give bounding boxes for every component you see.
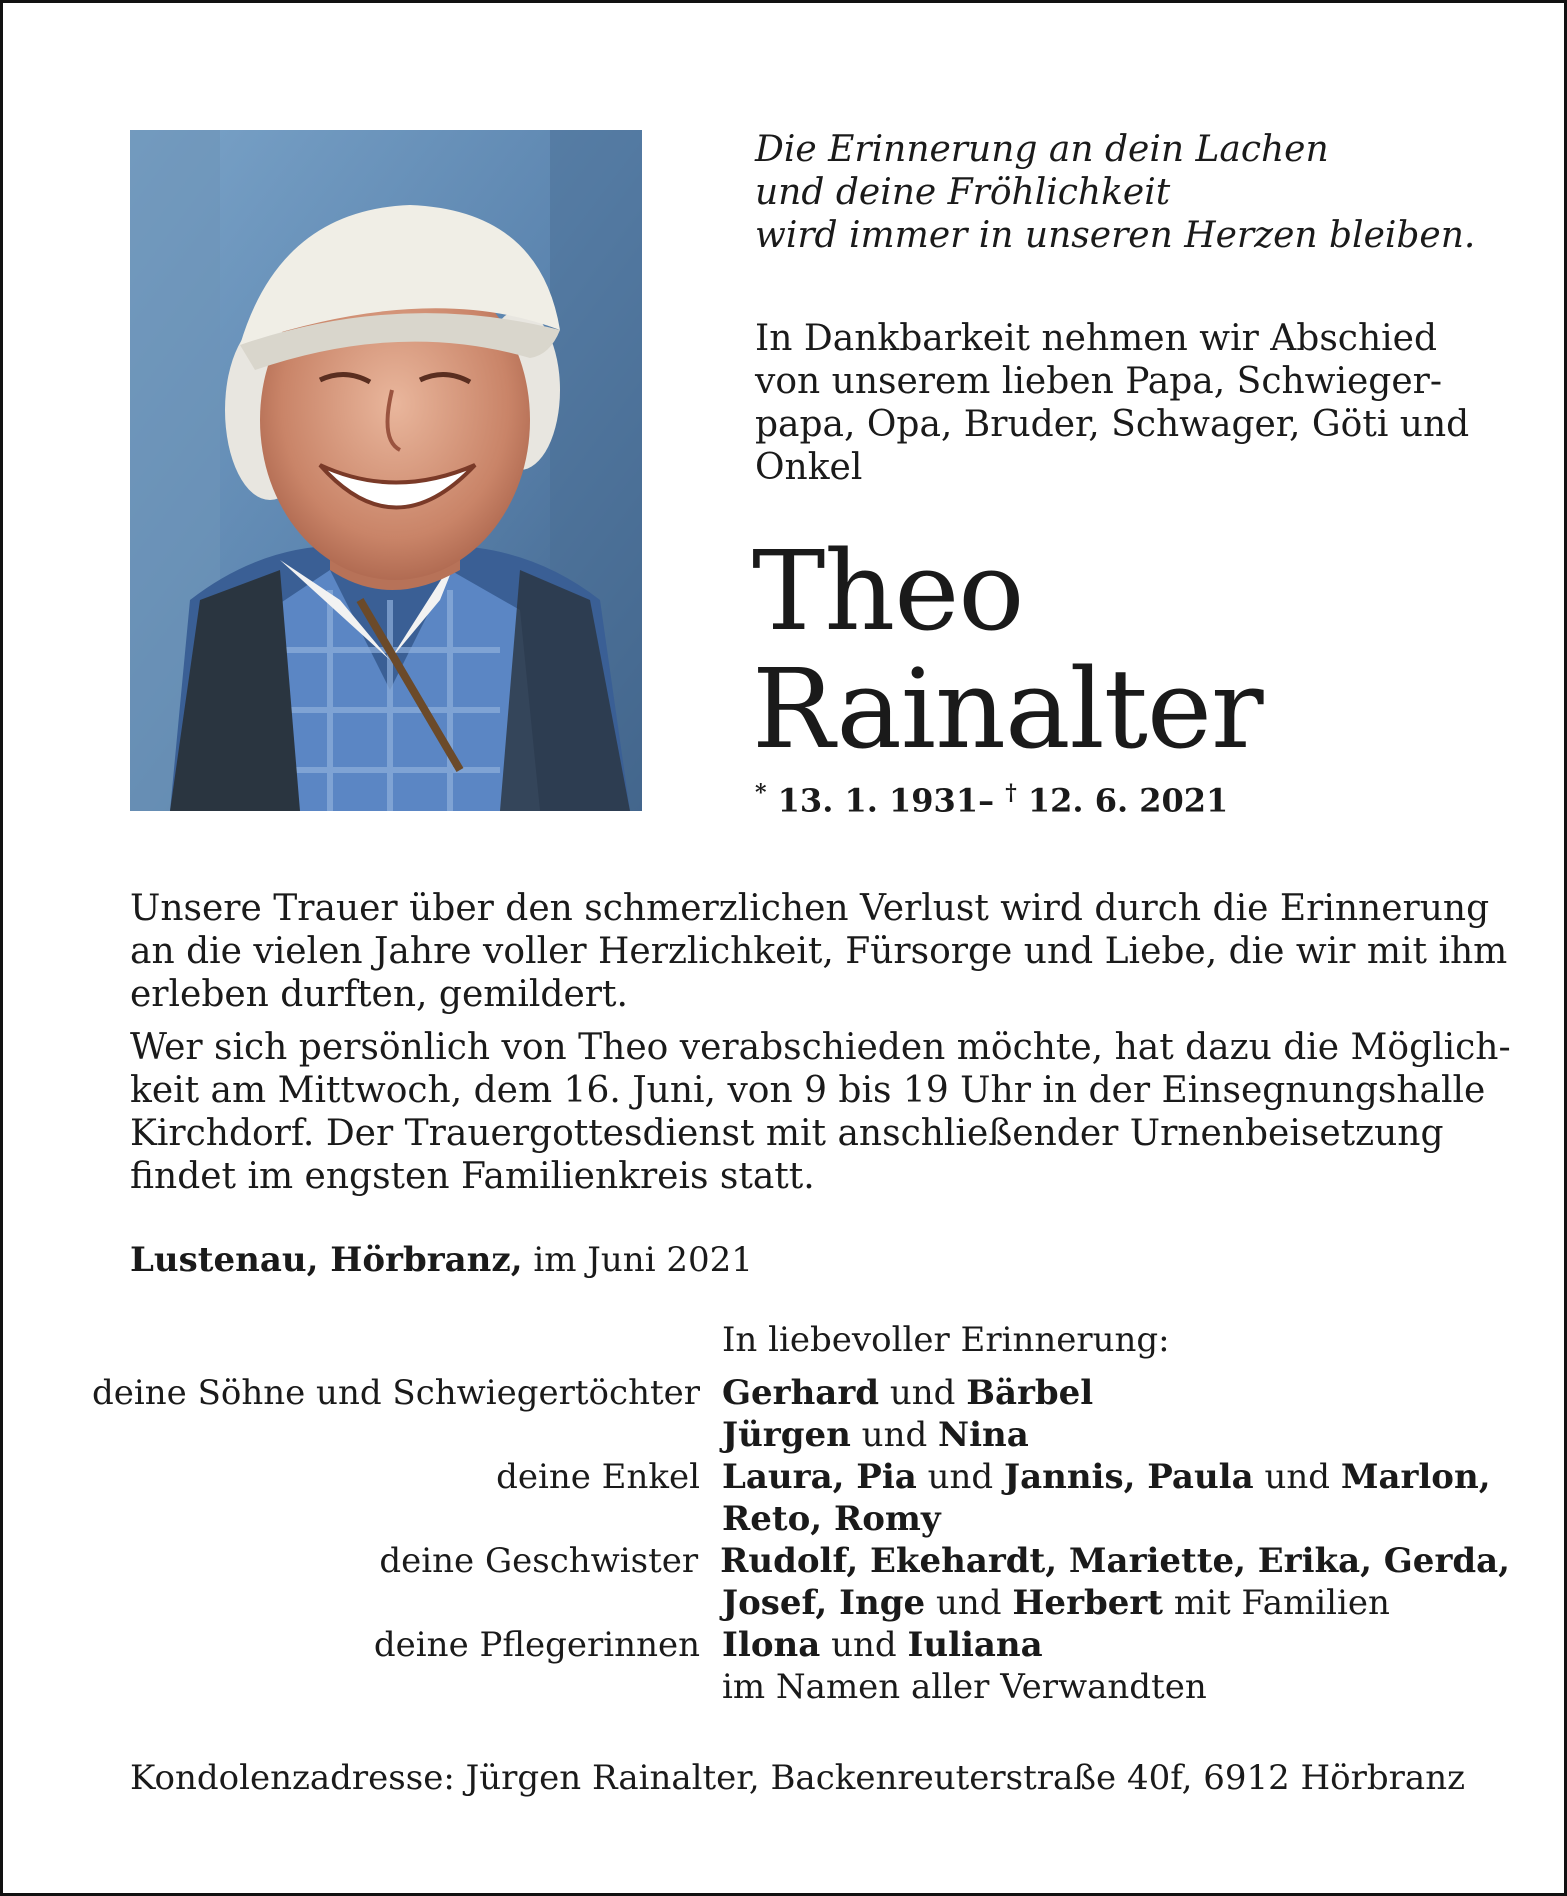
paragraph-line: keit am Mittwoch, dem 16. Juni, von 9 bis 19 Uhr in der Einsegnungshalle xyxy=(130,1070,1486,1111)
family-row xyxy=(60,1498,1510,1540)
deceased-name xyxy=(752,527,1263,773)
family-names xyxy=(722,1372,1093,1414)
family-names xyxy=(722,1582,1390,1624)
relation-label: deine Pflegerinnen xyxy=(373,1625,700,1665)
family-row xyxy=(60,1582,1510,1624)
family-names xyxy=(722,1498,941,1540)
conjunction: und xyxy=(927,1457,994,1497)
family-names xyxy=(722,1414,1029,1456)
family-name: Bärbel xyxy=(966,1373,1094,1413)
relation-label xyxy=(60,1414,722,1456)
paragraph-line: Kirchdorf. Der Trauergottesdienst mit anschließender Urnenbeisetzung xyxy=(130,1113,1444,1154)
relatives-note: im Namen aller Verwandten xyxy=(722,1667,1207,1707)
family-name: Jannis, Paula xyxy=(1003,1457,1254,1497)
paragraph-line: erleben durften, gemildert. xyxy=(130,974,628,1015)
condolence-address: Kondolenzadresse: Jürgen Rainalter, Backenreuterstraße 40f, 6912 Hörbranz xyxy=(130,1758,1465,1798)
paragraph-line: Unsere Trauer über den schmerzlichen Verlust wird durch die Erinnerung xyxy=(130,888,1490,929)
relation-label xyxy=(60,1498,722,1540)
family-name: Nina xyxy=(938,1415,1029,1455)
family-row xyxy=(60,1414,1510,1456)
death-date: 12. 6. 2021 xyxy=(1027,781,1229,820)
family-name: Ilona xyxy=(722,1625,821,1665)
quote-line: wird immer in unseren Herzen bleiben. xyxy=(755,215,1476,256)
paragraph-line: Wer sich persönlich von Theo verabschieden möchte, hat dazu die Möglich- xyxy=(130,1027,1511,1068)
birth-star-icon: * xyxy=(755,780,767,806)
signoff: In liebevoller Erinnerung: xyxy=(722,1320,1170,1360)
towns: Lustenau, Hörbranz, xyxy=(130,1240,523,1280)
first-name: Theo xyxy=(752,527,1024,655)
portrait-photo xyxy=(130,130,642,811)
birth-date: 13. 1. 1931 xyxy=(777,781,979,820)
relation-label: deine Enkel xyxy=(496,1457,700,1497)
conjunction: und xyxy=(935,1583,1002,1623)
family-row xyxy=(60,1666,1510,1708)
portrait-image xyxy=(130,130,642,811)
family-name: Josef, Inge xyxy=(722,1583,926,1623)
family-row xyxy=(60,1624,1510,1666)
memorial-quote xyxy=(755,128,1475,257)
family-names xyxy=(720,1540,1510,1582)
relation-label xyxy=(60,1582,722,1624)
date-text: im Juni 2021 xyxy=(533,1240,753,1280)
family-names xyxy=(722,1624,1043,1666)
last-name: Rainalter xyxy=(752,645,1263,773)
place-and-date xyxy=(130,1240,753,1280)
family-name: Marlon, xyxy=(1340,1457,1491,1497)
family-name: Laura, Pia xyxy=(722,1457,917,1497)
family-row xyxy=(60,1540,1510,1582)
relation-label: deine Geschwister xyxy=(379,1541,699,1581)
family-row xyxy=(60,1456,1510,1498)
family-name: Rudolf, Ekehardt, Mariette, Erika, Gerda, xyxy=(720,1541,1510,1581)
paragraph-line: findet im engsten Familienkreis statt. xyxy=(130,1156,815,1197)
relation-label: deine Söhne und Schwiegertöchter xyxy=(91,1373,700,1413)
paragraph-line: an die vielen Jahre voller Herzlichkeit, Fürsorge und Liebe, die wir mit ihm xyxy=(130,931,1508,972)
relation-label xyxy=(60,1666,722,1708)
quote-line: Die Erinnerung an dein Lachen xyxy=(755,129,1329,170)
family-name: Herbert xyxy=(1012,1583,1164,1623)
conjunction: und xyxy=(889,1373,956,1413)
family-list xyxy=(60,1372,1510,1708)
family-name: Iuliana xyxy=(907,1625,1043,1665)
intro-line: von unserem lieben Papa, Schwieger- xyxy=(755,361,1443,402)
obituary-text xyxy=(130,887,1511,1198)
conjunction: und xyxy=(861,1415,928,1455)
family-name: Reto, Romy xyxy=(722,1499,941,1539)
conjunction: und xyxy=(1264,1457,1330,1497)
family-name: Jürgen xyxy=(722,1415,851,1455)
date-separator: – xyxy=(978,781,995,820)
intro-line: papa, Opa, Bruder, Schwager, Göti und xyxy=(755,404,1470,445)
intro-line: In Dankbarkeit nehmen wir Abschied xyxy=(755,318,1437,359)
family-row xyxy=(60,1372,1510,1414)
family-names xyxy=(722,1456,1491,1498)
quote-line: und deine Fröhlichkeit xyxy=(755,172,1171,213)
conjunction: und xyxy=(831,1625,897,1665)
death-cross-icon: † xyxy=(1005,780,1017,806)
family-name: Gerhard xyxy=(722,1373,880,1413)
family-suffix: mit Familien xyxy=(1173,1583,1390,1623)
farewell-intro xyxy=(755,317,1470,489)
intro-line: Onkel xyxy=(755,447,863,488)
life-dates xyxy=(755,780,1228,820)
